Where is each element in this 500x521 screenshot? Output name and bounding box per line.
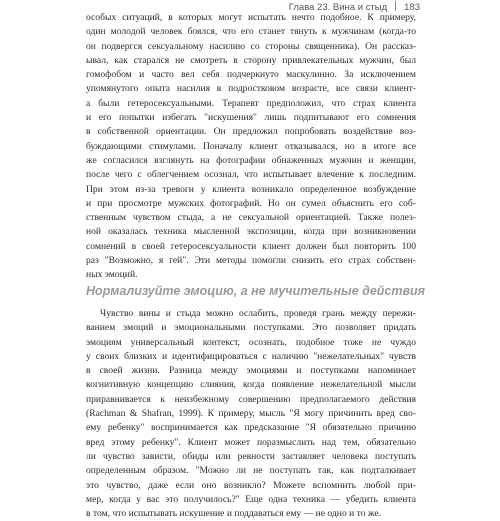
- text-line: эмоциям универсальный контекст, осознать, подобное тоже не чуждо: [86, 336, 416, 348]
- text-line: а были гетеросексуальными. Терапевт предположил, что страх клиента: [86, 97, 416, 109]
- text-line: в собственной ориентации. Он предложил попробовать воздействие воз-: [86, 126, 416, 138]
- text-line: в своей жизни. Разница между эмоциями и поступками напоминает: [86, 365, 416, 377]
- text-line: ывал, как старался не смотреть в сторону привлекательных мужчин, был: [86, 54, 416, 66]
- text-line: сомнений в своей гетеросексуальности клиент должен был повторить 100: [86, 240, 416, 252]
- paragraph-2: [86, 307, 416, 521]
- text-line: гомофобом и часто вел себя подчеркнуто маскулинно. За исключением: [86, 69, 416, 81]
- text-line: ственным чувством стыда, а не сексуальной ориентацией. Также полез-: [86, 212, 416, 224]
- text-line: и при просмотре мужских фотографий. Но он сумел объяснить его соб-: [86, 197, 416, 209]
- text-line: ему ребенку" воспринимается как предсказание "Я обязательно причиню: [86, 422, 416, 434]
- text-line: приравнивается к неизбежному совершению предполагаемого действия: [86, 393, 416, 405]
- section-subheading: Нормализуйте эмоцию, а не мучительные действия: [86, 284, 426, 298]
- text-line: При этом из-за тревоги у клиента возникало определенное возбуждение: [86, 183, 416, 195]
- text-line: упомянутого опыта насилия в подростковом возрасте, все связи клиент-: [86, 83, 416, 95]
- text-line: это чувство, даже если оно возникло? Можете вспомнить любой при-: [86, 479, 416, 491]
- text-line: у своих близких и идентифицироваться с наличию "нежелательных" чувств: [86, 350, 416, 362]
- header-separator: [395, 1, 396, 11]
- text-line: особых ситуаций, в которых могут испытать нечто подобное. К примеру,: [86, 12, 416, 23]
- text-line: определенным образом. "Можно ли не поступать так, как подталкивает: [86, 465, 416, 477]
- text-line: же согласился взглянуть на фотографии обнаженных мужчин и женщин,: [86, 154, 416, 166]
- text-line: он подвергся сексуальному насилию со стороны священника). Он рассказ-: [86, 40, 416, 52]
- text-line: когнитивную концепцию слияния, когда появление нежелательной мысли: [86, 379, 416, 391]
- text-line: ли чувство зависти, обиды или ревности заставляет человека поступать: [86, 450, 416, 462]
- text-line: вред этому ребенку". Клиент может поразмыслить над тем, обязательно: [86, 436, 416, 448]
- text-line: после чего с облегчением осознал, что испытывает влечение к последним.: [86, 169, 416, 181]
- text-line: мер, когда у вас это получилось?" Еще одна техника — убедить клиента: [86, 493, 416, 505]
- text-line: (Rachman & Shafran, 1999). К примеру, мысль "Я могу причинить вред сво-: [86, 408, 416, 420]
- text-line: и его попытки избегать "искушения" лишь подпитывают его сомнения: [86, 112, 416, 124]
- paragraph-1: [86, 11, 416, 283]
- text-line: один молодой человек боялся, что его станет тянуть к мужчинам (когда-то: [86, 26, 416, 38]
- chapter-title: Глава 23. Вина и стыд: [288, 2, 388, 13]
- page-number: 183: [404, 2, 420, 13]
- text-line: в том, что испытывать искушение и поддаваться ему — не одно и то же.: [86, 508, 382, 520]
- text-line: буждающими стимулами. Поначалу клиент отказывался, но в итоге все: [86, 140, 416, 152]
- text-line: ных эмоций.: [86, 269, 138, 281]
- text-line: Чувство вины и стыда можно ослабить, проведя грань между пережи-: [100, 308, 416, 319]
- text-line: ванием эмоций и эмоциональными поступками. Это позволяет придать: [86, 322, 416, 334]
- text-line: ной оказалась техника мысленной экспозиции, когда при возникновении: [86, 226, 416, 238]
- text-line: раз "Возможно, я гей". Эти методы помогли снизить его страх собствен-: [86, 255, 416, 267]
